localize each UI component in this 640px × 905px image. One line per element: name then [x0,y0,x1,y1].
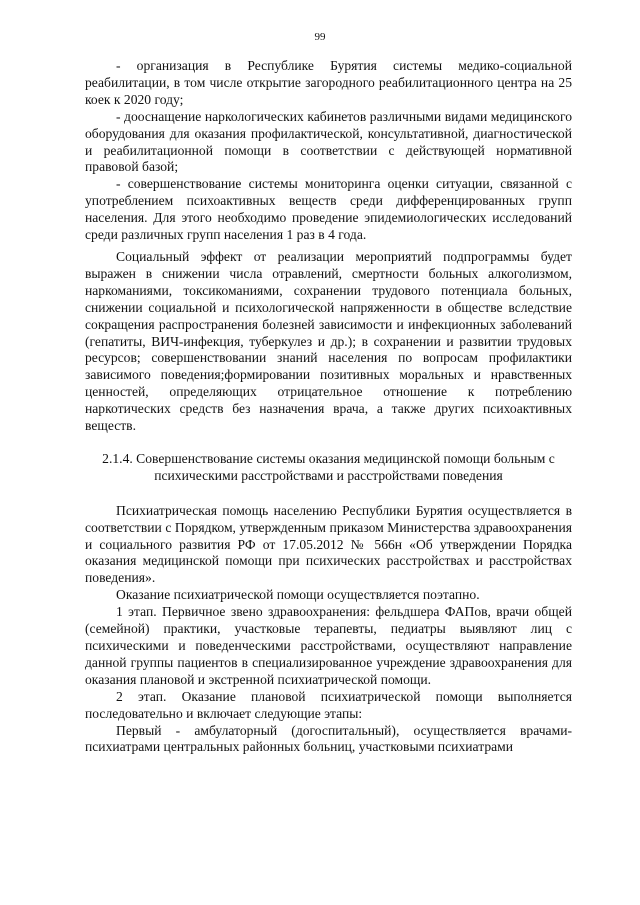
paragraph-psychiatric-care: Психиатрическая помощь населению Республики Бурятия осуществляется в соответствии с Порядком, утвержденным приказом Министерства здравоохранения и социального развития РФ от 17.05.2012 № 566н «Об утверждении Порядка оказания медицинской помощи при психических расстройствах и расстройствах поведения». [85,502,572,586]
paragraph-first-outpatient: Первый - амбулаторный (догоспитальный), осуществляется врачами-психиатрами центральных районных больниц, участковыми психиатрами [85,722,572,755]
paragraph-stage-1: 1 этап. Первичное звено здравоохранения: фельдшера ФАПов, врачи общей (семейной) практики, участковые терапевты, педиатры выявляют лиц с психическими и поведенческими расстройствами, осуществляют направление данной группы пациентов в специализированное учреждение здравоохранения для оказания плановой и экстренной психиатрической помощи. [85,604,572,687]
list-item-equipment: - дооснащение наркологических кабинетов различными видами медицинского оборудования для оказания профилактической, консультативной, диагностической и реабилитационной помощи в соответствии с действующей нормативной правовой базой; [85,108,572,175]
list-item-monitoring: - совершенствование системы мониторинга оценки ситуации, связанной с употреблением психоактивных веществ среди дифференцированных групп населения. Для этого необходимо проведение эпидемиологических исследований среди различных групп населения 1 раз в 4 года. [85,176,572,243]
paragraph-social-effect: Социальный эффект от реализации мероприятий подпрограммы будет выражен в снижении числа отравлений, смертности больных алкоголизмом, наркоманиями, токсикоманиями, сохранении трудового потенциала больных, снижении социальной и психологической напряженности в обществе вследствие сокращения распространения болезней зависимости и инфекционных заболеваний (гепатиты, ВИЧ-инфекция, туберкулез и др.); в сохранении и развитии трудовых ресурсов; совершенствовании знаний населения по вопросам профилактики зависимого поведения;формировании позитивных моральных и нравственных ценностей, определяющих отрицательное отношение к потреблению наркотических средств без назначения врача, а также других психоактивных веществ. [85,248,572,434]
paragraph-stages-intro: Оказание психиатрической помощи осуществляется поэтапно. [116,587,480,603]
document-body [85,58,572,756]
paragraph-stage-2: 2 этап. Оказание плановой психиатрической помощи выполняется последовательно и включает следующие этапы: [85,688,572,721]
page-number: 99 [314,31,326,43]
section-heading: 2.1.4. Совершенствование системы оказания медицинской помощи больным с психическими расстройствами и расстройствами поведения [102,450,555,483]
list-item-rehabilitation: - организация в Республике Бурятия системы медико-социальной реабилитации, в том числе открытие загородного реабилитационного центра на 25 коек к 2020 году; [85,58,572,107]
